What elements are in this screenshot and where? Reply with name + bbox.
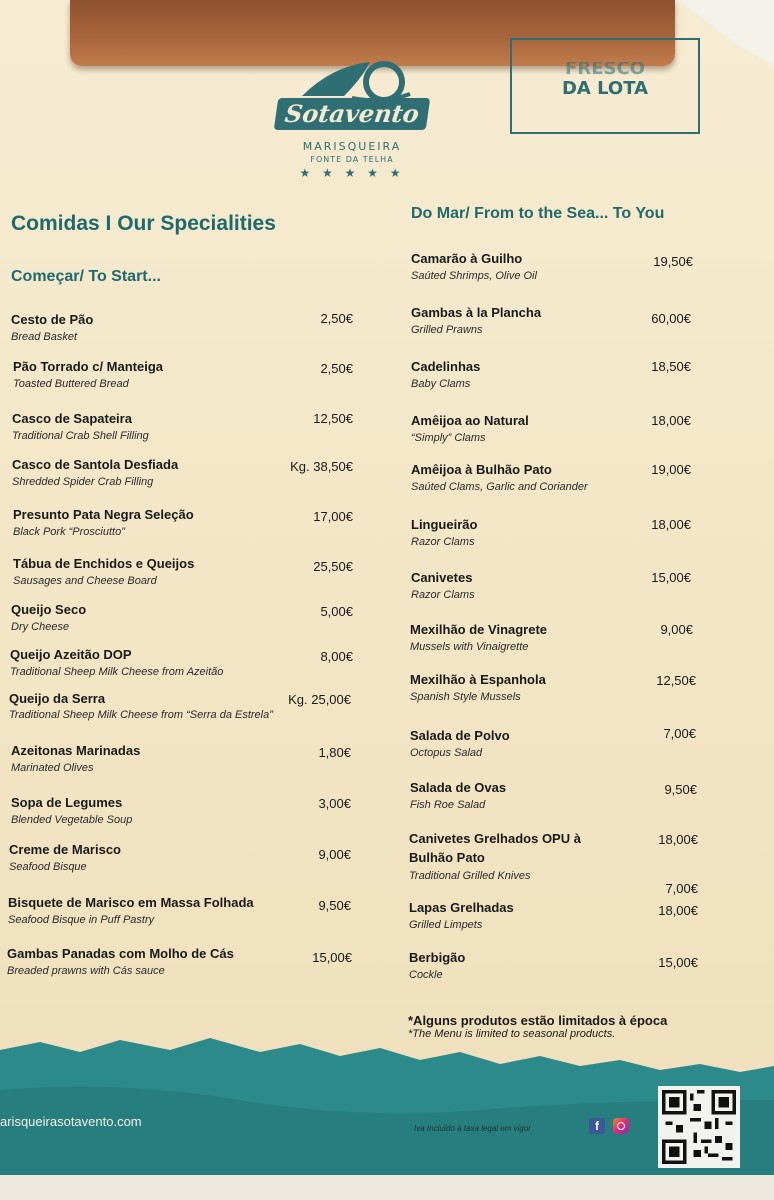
item-name: Bisquete de Marisco em Massa Folhada [8, 895, 254, 910]
item-desc: Mussels with Vinaigrette [410, 641, 529, 653]
qr-code-icon [662, 1090, 736, 1164]
item-desc: Sausages and Cheese Board [13, 575, 157, 587]
menu-item [9, 691, 274, 722]
item-desc: Razor Clams [411, 589, 475, 601]
menu-item [8, 895, 283, 928]
menu-item [411, 251, 641, 284]
item-name: Salada de Polvo [410, 728, 510, 743]
item-desc: Blended Vegetable Soup [11, 814, 133, 826]
item-name: Mexilhão de Vinagrete [410, 622, 548, 637]
item-desc: Baby Clams [411, 378, 471, 390]
logo-subtitle: MARISQUEIRA [302, 140, 402, 153]
item-price: 9,00€ [660, 622, 693, 637]
item-desc: Fish Roe Salad [410, 799, 486, 811]
item-name: Presunto Pata Negra Seleção [13, 507, 194, 522]
item-price: 19,50€ [653, 254, 693, 269]
item-price: Kg. 25,00€ [288, 692, 351, 707]
menu-item [12, 457, 282, 490]
item-name: Queijo Azeitão DOP [10, 647, 132, 662]
menu-item [411, 462, 651, 495]
item-price: 18,00€ [658, 832, 698, 847]
item-desc: Grilled Prawns [411, 324, 483, 336]
item-desc: Saúted Shrimps, Olive Oil [411, 270, 537, 282]
menu-item [11, 312, 281, 345]
item-price: 60,00€ [651, 311, 691, 326]
iva-note: Iva Incluído à taxa legal em vigor [414, 1124, 531, 1133]
item-price: 12,50€ [313, 411, 353, 426]
item-name: Tábua de Enchidos e Queijos [13, 556, 195, 571]
item-price: 18,00€ [658, 903, 698, 918]
menu-item [410, 672, 640, 705]
sea-heading: Do Mar/ From to the Sea... To You [411, 205, 665, 222]
item-desc: Traditional Grilled Knives [409, 870, 531, 882]
item-price: 3,00€ [318, 796, 351, 811]
start-heading: Começar/ To Start... [11, 268, 161, 285]
item-desc: Marinated Olives [11, 762, 94, 774]
item-price: 2,50€ [320, 361, 353, 376]
item-price: 8,00€ [320, 649, 353, 664]
menu-item [411, 517, 641, 550]
item-name: Berbigão [409, 950, 466, 965]
fresh-box [510, 38, 700, 134]
item-name: Camarão à Guilho [411, 251, 523, 266]
item-price: 15,00€ [658, 955, 698, 970]
menu-item [411, 413, 641, 446]
menu-item [410, 728, 640, 761]
bottom-strip [0, 1175, 774, 1200]
item-price: 5,00€ [320, 604, 353, 619]
item-desc: Bread Basket [11, 331, 78, 343]
website-link[interactable]: arisqueirasotavento.com [0, 1114, 142, 1129]
item-name: Canivetes [411, 570, 473, 585]
logo-place: FONTE DA TELHA [310, 155, 394, 164]
item-price: 9,50€ [318, 898, 351, 913]
item-desc: Shredded Spider Crab Filling [12, 476, 154, 488]
item-price: Kg. 38,50€ [290, 459, 353, 474]
item-desc: Breaded prawns with Cás sauce [7, 965, 165, 977]
item-desc: Cockle [409, 969, 443, 981]
seasonal-note-pt: *Alguns produtos estão limitados à época [408, 1013, 668, 1028]
item-desc: Octopus Salad [410, 747, 483, 759]
menu-item [409, 950, 639, 983]
item-price: 2,50€ [320, 311, 353, 326]
item-name: Cadelinhas [411, 359, 481, 374]
item-name: Pão Torrado c/ Manteiga [13, 359, 164, 374]
menu-item [9, 842, 279, 875]
logo-name: Sotavento [274, 98, 430, 130]
item-desc: Dry Cheese [11, 621, 70, 633]
menu-item [12, 411, 282, 444]
item-desc: Black Pork “Prosciutto” [13, 526, 125, 538]
item-name: Amêijoa ao Natural [411, 413, 529, 428]
menu-item [411, 305, 641, 338]
menu-item [409, 829, 584, 884]
item-desc: Toasted Buttered Bread [13, 378, 129, 390]
menu-item [13, 556, 283, 589]
item-desc: Traditional Crab Shell Filling [12, 430, 149, 442]
menu-item [11, 795, 281, 828]
menu-item [409, 900, 639, 933]
menu-item [411, 359, 641, 392]
menu-item [11, 743, 281, 776]
item-price: 12,50€ [656, 673, 696, 688]
item-name: Cesto de Pão [11, 312, 94, 327]
item-price: 18,00€ [651, 517, 691, 532]
menu-item [411, 570, 641, 603]
item-desc: Seafood Bisque in Puff Pastry [8, 914, 155, 926]
item-name: Canivetes Grelhados OPU à Bulhão Pato [409, 831, 581, 865]
item-name: Queijo da Serra [9, 691, 106, 706]
item-name: Gambas à la Plancha [411, 305, 542, 320]
item-price: 9,00€ [318, 847, 351, 862]
menu-item [13, 507, 283, 540]
item-name: Creme de Marisco [9, 842, 121, 857]
item-desc: Saúted Clams, Garlic and Coriander [411, 481, 588, 493]
facebook-icon[interactable]: f [589, 1118, 605, 1134]
restaurant-logo [276, 56, 428, 180]
logo-stars: ★ ★ ★ ★ ★ [299, 166, 405, 180]
fresh-line-2: DA LOTA [561, 78, 649, 99]
item-price: 15,00€ [312, 950, 352, 965]
fresh-line-1: FRESCO [565, 62, 645, 78]
item-desc: Traditional Sheep Milk Cheese from “Serra da Estrela” [9, 709, 273, 721]
item-price: 19,00€ [651, 462, 691, 477]
item-name: Gambas Panadas com Molho de Cás [7, 946, 234, 961]
ship-logo-icon [292, 56, 412, 104]
item-price: 1,80€ [318, 745, 351, 760]
item-price: 18,00€ [651, 413, 691, 428]
item-price: 18,50€ [651, 359, 691, 374]
item-name: Mexilhão à Espanhola [410, 672, 546, 687]
item-desc: Razor Clams [411, 536, 475, 548]
item-name: Queijo Seco [11, 602, 87, 617]
menu-item [10, 647, 285, 680]
item-desc: Traditional Sheep Milk Cheese from Azeitão [10, 666, 224, 678]
item-name: Casco de Santola Desfiada [12, 457, 179, 472]
instagram-icon[interactable] [613, 1118, 629, 1134]
item-price: 25,50€ [313, 559, 353, 574]
item-desc: Seafood Bisque [9, 861, 87, 873]
item-desc: Spanish Style Mussels [410, 691, 521, 703]
item-price: 17,00€ [313, 509, 353, 524]
menu-item [410, 780, 640, 813]
item-price: 9,50€ [664, 782, 697, 797]
item-desc: “Simply” Clams [411, 432, 486, 444]
item-name: Lapas Grelhadas [409, 900, 514, 915]
seasonal-note-en: *The Menu is limited to seasonal products. [408, 1028, 616, 1040]
qr-code[interactable] [658, 1086, 740, 1168]
item-name: Azeitonas Marinadas [11, 743, 141, 758]
menu-item [13, 359, 283, 392]
main-heading: Comidas I Our Specialities [11, 212, 276, 235]
menu-item [410, 622, 640, 655]
item-name: Lingueirão [411, 517, 478, 532]
item-name: Sopa de Legumes [11, 795, 123, 810]
item-price-extra: 7,00€ [665, 881, 698, 896]
item-price: 15,00€ [651, 570, 691, 585]
item-name: Amêijoa à Bulhão Pato [411, 462, 552, 477]
menu-item [11, 602, 281, 635]
item-price: 7,00€ [663, 726, 696, 741]
item-name: Casco de Sapateira [12, 411, 132, 426]
item-desc: Grilled Limpets [409, 919, 483, 931]
menu-item [7, 946, 282, 979]
item-name: Salada de Ovas [410, 780, 507, 795]
